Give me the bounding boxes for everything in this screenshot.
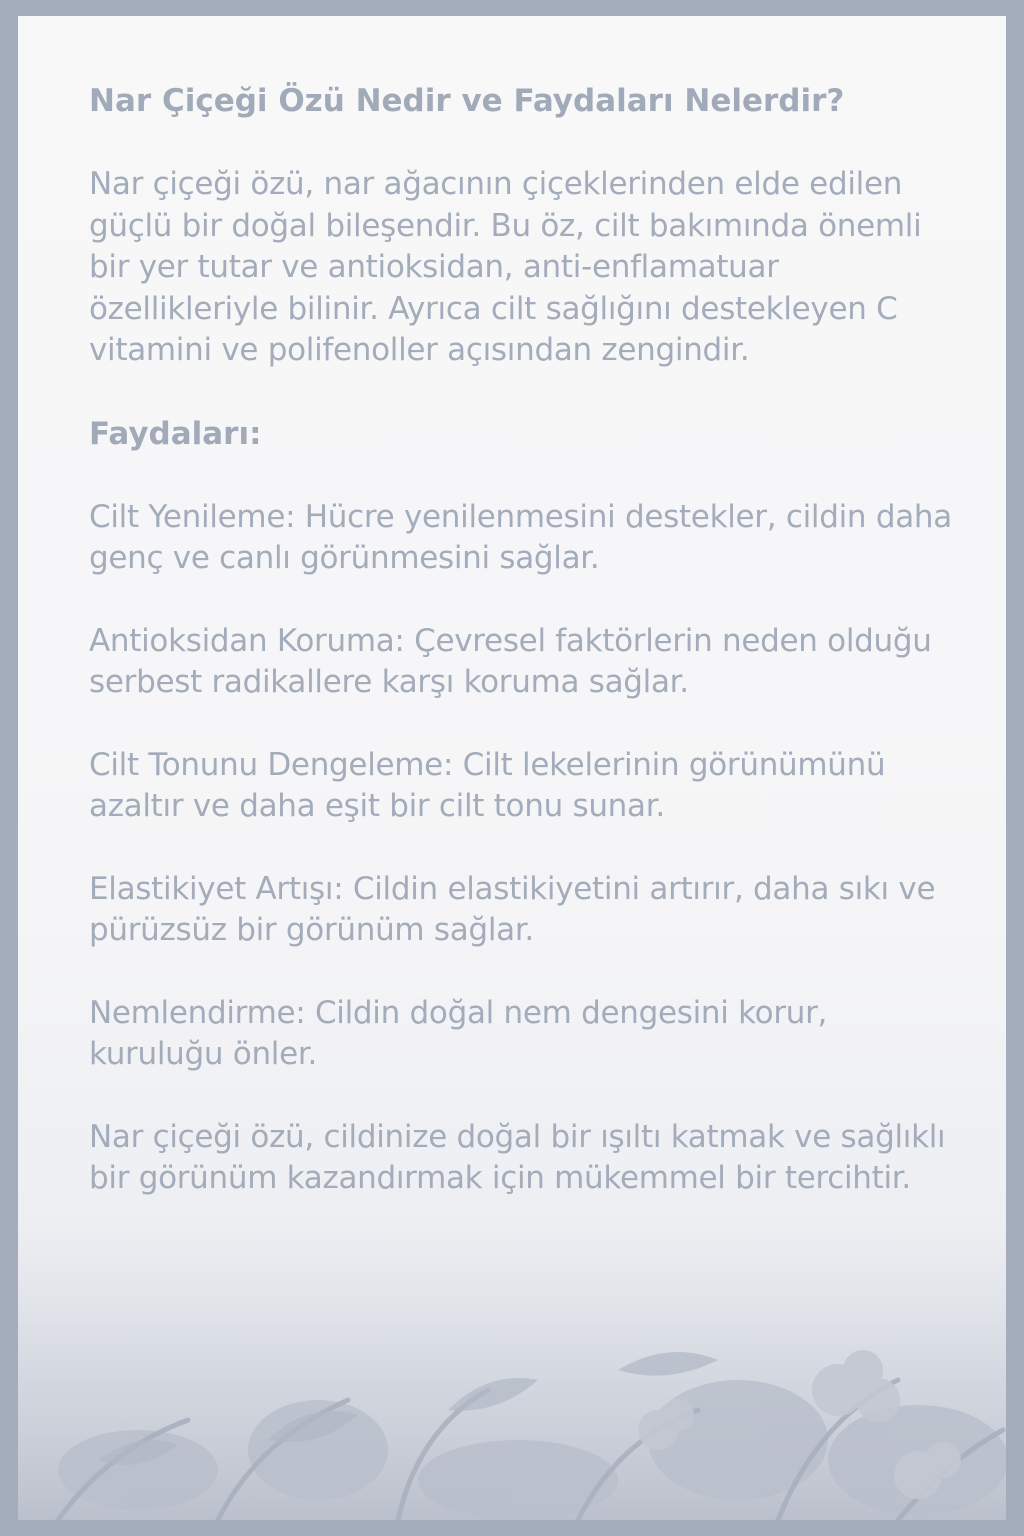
benefit-text: Cildin doğal nem dengesini korur, kuruluğu önler. <box>89 994 828 1072</box>
closing-paragraph: Nar çiçeği özü, cildinize doğal bir ışıltı katmak ve sağlıklı bir görünüm kazandırmak için mükemmel bir tercihtir. <box>89 1118 946 1196</box>
page-title: Nar Çiçeği Özü Nedir ve Faydaları Nelerdir? <box>89 83 845 119</box>
benefit-label: Antioksidan Koruma: <box>89 622 405 659</box>
benefit-label: Cilt Yenileme: <box>89 498 296 535</box>
benefit-item <box>89 621 969 704</box>
benefit-label: Nemlendirme: <box>89 994 306 1031</box>
intro-paragraph: Nar çiçeği özü, nar ağacının çiçeklerinden elde edilen güçlü bir doğal bileşendir. Bu öz, cilt bakımında önemli bir yer tutar ve antioksidan, anti-enflamatuar özellikleriyle bilinir. Ayrıca cilt sağlığını destekleyen C vitamini ve polifenoller açısından zengindir. <box>89 166 922 368</box>
benefit-item <box>89 993 969 1076</box>
benefit-text: Hücre yenilenmesini destekler, cildin daha genç ve canlı görünmesini sağlar. <box>89 498 952 576</box>
benefit-text: Çevresel faktörlerin neden olduğu serbest radikallere karşı koruma sağlar. <box>89 622 932 700</box>
benefit-text: Cilt lekelerinin görünümünü azaltır ve daha eşit bir cilt tonu sunar. <box>89 746 886 824</box>
benefit-text: Cildin elastikiyetini artırır, daha sıkı ve pürüzsüz bir görünüm sağlar. <box>89 870 936 948</box>
article <box>89 80 969 1241</box>
flower-background-image <box>18 1220 1006 1520</box>
benefits-heading: Faydaları: <box>89 415 262 452</box>
content-card <box>18 16 1006 1520</box>
benefit-item <box>89 745 969 828</box>
benefit-label: Elastikiyet Artışı: <box>89 870 344 907</box>
benefit-label: Cilt Tonunu Dengeleme: <box>89 746 454 783</box>
benefit-item <box>89 869 969 952</box>
benefit-item <box>89 497 969 580</box>
